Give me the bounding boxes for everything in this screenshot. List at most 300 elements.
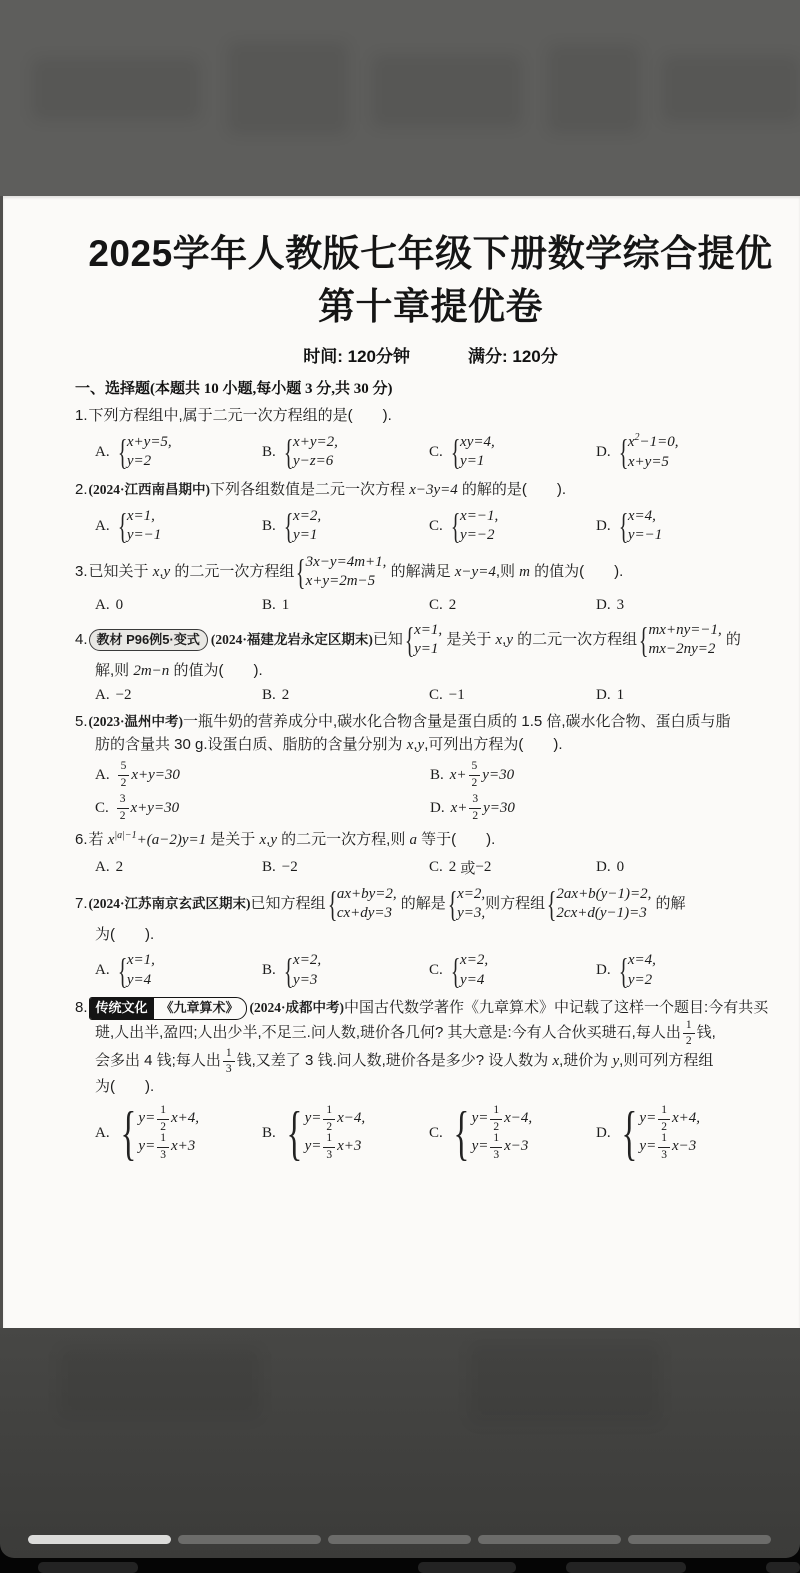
question-number: 8.: [75, 999, 88, 1017]
math-expression: x=1,: [126, 507, 155, 524]
equation-row: [639, 1133, 700, 1161]
math-fraction: [157, 1133, 169, 1161]
math-fraction: [118, 761, 130, 789]
left-brace-glyph: {: [450, 950, 461, 991]
power-exponent: 2: [634, 432, 640, 444]
left-brace-glyph: {: [618, 950, 628, 991]
question-4: [75, 621, 786, 705]
equation-rows: [305, 1105, 366, 1161]
options-row: [95, 951, 786, 990]
plain-text: 琎,人出半,盈四;人出少半,不足三.问人数,琎价各几何? 其大意是:今有人合伙买琎石,每人出: [95, 1024, 681, 1042]
equation-rows: [460, 433, 495, 472]
option-label: A.: [95, 1124, 110, 1141]
fraction-numerator: 1: [223, 1048, 235, 1063]
equation-row: [472, 1133, 533, 1161]
equation-row: [127, 526, 161, 546]
question-number: 3.: [75, 562, 88, 580]
math-expression: y−z=6: [293, 453, 334, 470]
math-expression: y=−1: [627, 527, 663, 544]
math-expression: y: [417, 736, 425, 753]
option-A: [95, 859, 262, 876]
fraction-denominator: 3: [326, 1148, 333, 1161]
option-C: [429, 951, 596, 990]
math-expression: y: [163, 563, 171, 580]
math-fraction: [490, 1133, 502, 1161]
math-expression: x+4,: [170, 1110, 199, 1127]
left-brace-glyph: {: [327, 884, 337, 925]
equation-row: [293, 507, 321, 527]
question-7: [75, 885, 786, 991]
number-value: −1: [448, 687, 465, 704]
page-indicator-bar-4[interactable]: [478, 1535, 621, 1544]
number-value: 2: [448, 858, 457, 875]
plain-text: 是关于: [442, 630, 496, 648]
fraction-denominator: 2: [493, 1120, 500, 1133]
question-number: 7.: [75, 894, 88, 912]
math-expression: x+3: [170, 1138, 196, 1155]
power-base: x: [627, 434, 635, 451]
option-label: D.: [596, 517, 611, 534]
plain-text: ,则可列方程组: [619, 1052, 714, 1070]
math-fraction: [469, 761, 481, 789]
option-C: [95, 794, 430, 822]
option-label: C.: [429, 596, 443, 613]
math-expression: x=1,: [414, 621, 443, 638]
option-label: A.: [95, 596, 110, 613]
math-expression: x−4,: [504, 1110, 533, 1127]
equation-row: [305, 1133, 366, 1161]
left-brace-glyph: {: [120, 1100, 136, 1167]
math-fraction: [683, 1020, 695, 1048]
plain-text: 的二元一次方程组: [513, 630, 638, 648]
option-B: [262, 433, 429, 472]
plain-text: 中国古代数学著作《九章算术》中记载了这样一个题目:今有共买: [344, 999, 769, 1017]
equation-rows: [127, 951, 155, 990]
equation-row: [127, 507, 161, 527]
math-expression: x=4,: [627, 952, 656, 969]
math-expression: 2ax+b(y−1)=2,: [556, 885, 652, 902]
equation-row: [556, 885, 651, 905]
math-expression: x: [406, 736, 414, 753]
plain-text: 肪的含量共 30 g.设蛋白质、脂肪的含量分别为: [95, 735, 407, 753]
option-label: D.: [596, 1124, 611, 1141]
fraction-denominator: 2: [120, 776, 127, 789]
equation-rows: [337, 885, 397, 924]
math-expression: y=3: [293, 971, 318, 988]
question-stem-line: [75, 479, 786, 502]
left-brace-glyph: {: [283, 950, 294, 991]
equation-rows: [306, 553, 387, 592]
plain-text: 已知关于: [88, 562, 153, 580]
dock-shape: [766, 1562, 800, 1573]
fraction-numerator: 5: [118, 761, 130, 776]
equation-row: [460, 433, 495, 453]
equation-row: [460, 452, 495, 472]
plain-text: ,可列出方程为( ).: [424, 735, 563, 753]
equation-system: [446, 885, 485, 924]
question-stem-line: [95, 1020, 786, 1048]
math-expression: mx−2ny=2: [648, 641, 716, 658]
top-dim-overlay: [0, 0, 800, 196]
math-expression: x−4,: [337, 1110, 366, 1127]
equation-row: [556, 904, 651, 924]
option-A: [95, 507, 262, 546]
equation-system: [116, 951, 155, 990]
fraction-numerator: 1: [323, 1105, 335, 1120]
equation-rows: [648, 621, 721, 660]
left-brace-glyph: {: [618, 432, 628, 473]
math-expression: y=: [138, 1110, 156, 1127]
option-label: B.: [430, 766, 444, 783]
question-number: 2.: [75, 481, 88, 499]
plain-text: 钱,: [696, 1024, 716, 1042]
option-label: B.: [262, 443, 276, 460]
option-B: [262, 1100, 429, 1167]
plain-text: 的解是: [396, 894, 446, 912]
plain-text: 的值为( ).: [169, 661, 263, 679]
math-expression: y: [506, 631, 514, 648]
math-expression: x=2,: [293, 952, 322, 969]
equation-rows: [293, 433, 338, 472]
equation-row: [138, 1105, 199, 1133]
math-expression: a: [409, 832, 417, 849]
equation-row: [127, 433, 172, 453]
equation-rows: [127, 433, 172, 472]
equation-row: [460, 951, 488, 971]
math-expression: y=: [639, 1138, 657, 1155]
math-expression: x=2,: [460, 952, 489, 969]
option-A: [95, 687, 262, 704]
fraction-numerator: 1: [658, 1105, 670, 1120]
left-brace-glyph: {: [547, 884, 557, 925]
page-indicator-bar-3[interactable]: [328, 1535, 471, 1544]
option-label: D.: [596, 687, 611, 704]
plain-text: 为( ).: [95, 1077, 155, 1095]
left-brace-glyph: {: [117, 506, 127, 547]
equation-rows: [460, 507, 498, 546]
math-expression: x+y=2,: [293, 433, 338, 450]
plain-text: 下列各组数值是二元一次方程: [210, 481, 410, 499]
blurred-background-shape: [548, 45, 640, 133]
option-label: D.: [596, 443, 611, 460]
math-fraction: [658, 1105, 670, 1133]
page-indicator-bar-1[interactable]: [28, 1535, 171, 1544]
time-label: 时间: 120分钟: [303, 346, 410, 366]
question-stem-line: [75, 711, 786, 734]
option-D: [596, 432, 679, 472]
option-D: [596, 687, 624, 704]
paper-title-line2: 第十章提优卷: [318, 285, 543, 327]
math-power: [628, 432, 640, 453]
option-label: A.: [95, 858, 110, 875]
equation-row: [138, 1133, 199, 1161]
option-D: [596, 507, 662, 546]
option-C: [429, 433, 596, 472]
plain-text: 已知方程组: [250, 894, 326, 912]
math-expression: x: [552, 1053, 560, 1070]
equation-system: [617, 507, 663, 546]
equation-rows: [127, 507, 161, 546]
question-8: [75, 997, 786, 1167]
math-expression: y=: [304, 1110, 322, 1127]
question-stem-line: [75, 553, 786, 592]
math-power: [108, 829, 137, 852]
math-expression: x: [152, 563, 160, 580]
option-D: [430, 794, 515, 822]
option-D: [596, 951, 656, 990]
math-expression: x−3: [671, 1138, 697, 1155]
math-expression: y=−1: [126, 527, 162, 544]
option-B: [430, 761, 514, 789]
exam-source: (2024·成都中考): [249, 1000, 345, 1016]
blurred-background-shape: [662, 56, 800, 122]
page-indicator-bar-5[interactable]: [628, 1535, 771, 1544]
option-B: [262, 597, 429, 614]
option-label: A.: [95, 962, 110, 979]
plain-text: ,: [502, 630, 507, 648]
culture-badge-book: 《九章算术》: [160, 1000, 239, 1016]
question-number: 4.: [75, 630, 88, 648]
option-C: [429, 857, 596, 878]
math-fraction: [469, 794, 481, 822]
equation-system: [282, 507, 321, 546]
options-row: [95, 687, 786, 704]
equation-row: [460, 526, 498, 546]
math-expression: x+y=30: [130, 799, 180, 816]
plain-text: 是关于: [206, 831, 260, 849]
fraction-numerator: 1: [490, 1133, 502, 1148]
option-A: [95, 597, 262, 614]
equation-row: [628, 507, 662, 527]
options-row: [95, 432, 786, 472]
dock-shape: [418, 1562, 516, 1573]
math-expression: y=: [471, 1110, 489, 1127]
equation-row: [293, 971, 321, 991]
math-expression: y=: [138, 1138, 156, 1155]
power-exponent: |a|−1: [114, 830, 137, 842]
plain-text: 的解: [651, 894, 686, 912]
number-value: 1: [281, 596, 290, 613]
left-brace-glyph: {: [404, 620, 415, 661]
equation-row: [293, 433, 338, 453]
option-label: C.: [429, 1124, 443, 1141]
question-3: [75, 553, 786, 614]
equation-system: [282, 951, 321, 990]
options-row: [95, 794, 786, 822]
math-expression: x: [259, 832, 267, 849]
fraction-numerator: 1: [157, 1105, 169, 1120]
option-label: D.: [596, 596, 611, 613]
question-2: [75, 479, 786, 546]
option-B: [262, 507, 429, 546]
equation-system: [116, 433, 172, 472]
equation-system: [449, 1100, 533, 1167]
equation-row: [648, 640, 721, 660]
fraction-denominator: 2: [661, 1120, 667, 1133]
equation-rows: [628, 507, 662, 546]
plain-text: 的解满足: [386, 562, 455, 580]
left-brace-glyph: {: [283, 506, 294, 547]
option-label: C.: [429, 687, 443, 704]
textbook-reference-badge: 教材 P96例5·变式: [89, 629, 208, 652]
fraction-denominator: 2: [326, 1120, 333, 1133]
options-row: [95, 507, 786, 546]
math-fraction: [323, 1105, 335, 1133]
option-label: B.: [262, 1124, 276, 1141]
math-expression: y=30: [483, 799, 515, 816]
bottom-black-strip: [0, 1558, 800, 1573]
fraction-numerator: 1: [683, 1020, 695, 1035]
blurred-background-shape: [60, 1348, 260, 1418]
option-label: D.: [430, 799, 445, 816]
culture-badge: [89, 997, 247, 1020]
section-header: [75, 377, 786, 398]
math-fraction: [157, 1105, 169, 1133]
equation-system: [294, 553, 386, 592]
plain-text: 的二元一次方程,则: [276, 831, 410, 849]
dock-shape: [38, 1562, 138, 1573]
equation-row: [628, 453, 679, 473]
option-D: [596, 859, 624, 876]
number-value: 2: [281, 687, 290, 704]
equation-row: [306, 572, 387, 592]
equation-system: [545, 885, 651, 924]
exam-paper-page[interactable]: [3, 196, 800, 1328]
equation-row: [306, 553, 387, 573]
option-label: B.: [262, 687, 276, 704]
question-number: 5.: [75, 713, 88, 731]
blurred-background-shape: [32, 58, 200, 120]
question-number: 6.: [75, 831, 88, 849]
math-expression: x: [495, 631, 503, 648]
question-stem-line: [95, 1048, 786, 1076]
fraction-denominator: 2: [472, 809, 479, 822]
equation-row: [628, 526, 662, 546]
equation-row: [460, 507, 498, 527]
math-expression: y=1: [293, 527, 318, 544]
equation-rows: [628, 432, 679, 472]
question-stem-line: [95, 924, 786, 947]
equation-row: [460, 971, 488, 991]
number-value: 3: [616, 596, 625, 613]
power-base: x: [107, 832, 115, 849]
paper-meta: [75, 342, 786, 367]
equation-system: [617, 951, 656, 990]
math-fraction: [658, 1133, 670, 1161]
fraction-denominator: 2: [685, 1035, 692, 1048]
equation-row: [628, 971, 656, 991]
math-expression: y=: [304, 1138, 322, 1155]
left-brace-glyph: {: [453, 1100, 470, 1167]
math-expression: x=4,: [627, 507, 656, 524]
equation-rows: [460, 951, 488, 990]
math-expression: x+y=2m−5: [305, 573, 376, 590]
math-expression: +(a−2)y=1: [136, 832, 207, 849]
option-label: C.: [429, 517, 443, 534]
equation-row: [293, 951, 321, 971]
math-expression: y=1: [460, 453, 485, 470]
question-stem-line: [95, 660, 786, 683]
fraction-numerator: 5: [469, 761, 481, 776]
equation-rows: [293, 951, 321, 990]
option-C: [429, 597, 596, 614]
option-label: D.: [596, 962, 611, 979]
math-expression: x−3y=4: [409, 482, 458, 499]
math-expression: x−y=4: [454, 563, 496, 580]
option-A: [95, 761, 430, 789]
option-label: A.: [95, 517, 110, 534]
equation-system: [449, 951, 488, 990]
plain-text: 若: [88, 831, 108, 849]
option-B: [262, 687, 429, 704]
left-brace-glyph: {: [283, 432, 294, 473]
math-expression: y=4: [460, 971, 485, 988]
number-value: 0: [115, 596, 124, 613]
math-expression: x=2,: [293, 507, 322, 524]
fraction-denominator: 3: [160, 1148, 166, 1161]
plain-text: 一瓶牛奶的营养成分中,碳水化合物含量是蛋白质的 1.5 倍,碳水化合物、蛋白质与脂: [183, 713, 731, 731]
exam-source: (2024·福建龙岩永定区期末): [210, 632, 373, 648]
math-expression: x+y=5: [627, 453, 669, 470]
equation-row: [127, 951, 155, 971]
score-label: 满分: 120分: [468, 346, 558, 366]
plain-text: ,: [266, 831, 271, 849]
math-expression: y=3,: [457, 905, 486, 922]
fraction-numerator: 1: [658, 1133, 670, 1148]
plain-text: 等于( ).: [417, 831, 496, 849]
fraction-denominator: 2: [160, 1120, 166, 1133]
blurred-background-shape: [470, 1343, 660, 1423]
plain-text: 或: [456, 859, 476, 877]
equation-row: [414, 640, 442, 660]
left-brace-glyph: {: [621, 1100, 637, 1167]
section-name: 一、选择题: [75, 379, 151, 397]
option-C: [429, 507, 596, 546]
equation-rows: [138, 1105, 199, 1161]
math-expression: x+: [449, 766, 467, 783]
question-6: [75, 829, 786, 878]
plain-text: 为( ).: [95, 925, 155, 943]
option-label: D.: [596, 858, 611, 875]
math-expression: y=30: [482, 766, 515, 783]
plain-text: 解,则: [95, 661, 134, 679]
equation-row: [414, 621, 442, 641]
number-value: −2: [475, 858, 492, 875]
equation-row: [628, 951, 656, 971]
equation-rows: [628, 951, 656, 990]
option-label: C.: [429, 858, 443, 875]
math-fraction: [490, 1105, 502, 1133]
question-stem-line: [75, 621, 786, 660]
question-stem-line: [75, 997, 786, 1020]
option-D: [596, 1100, 700, 1167]
math-expression: 2m−n: [133, 662, 170, 679]
left-brace-glyph: {: [450, 506, 461, 547]
blurred-background-shape: [372, 55, 522, 127]
fraction-numerator: 1: [323, 1133, 335, 1148]
culture-badge-label: 传统文化: [90, 998, 154, 1019]
question-5: [75, 711, 786, 822]
plain-text: ,: [413, 735, 418, 753]
math-expression: x=1,: [126, 952, 155, 969]
math-expression: y=: [639, 1110, 657, 1127]
math-expression: x+3: [337, 1138, 362, 1155]
equation-row: [457, 885, 485, 905]
option-label: B.: [262, 858, 276, 875]
page-indicator-bar-2[interactable]: [178, 1535, 321, 1544]
math-expression: x=−1,: [460, 507, 499, 524]
options-row: [95, 597, 786, 614]
